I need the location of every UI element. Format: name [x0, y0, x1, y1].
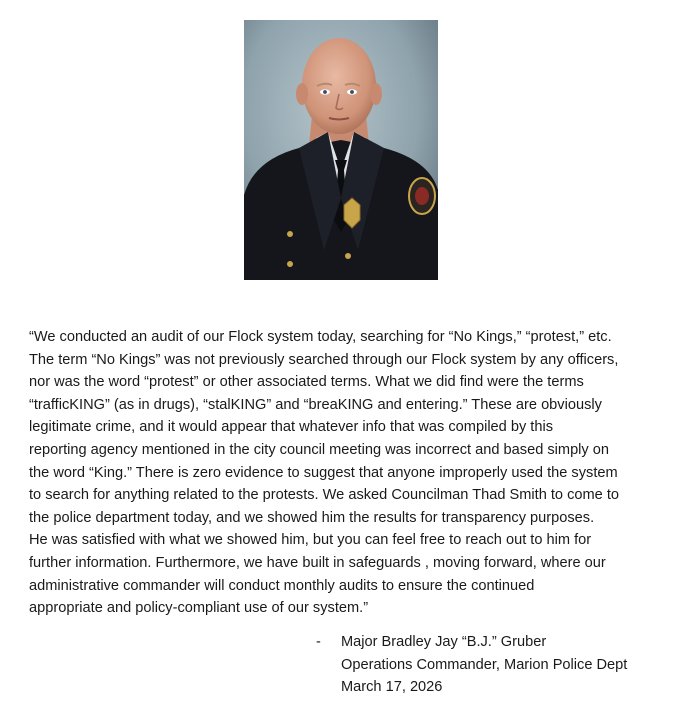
quote-line: further information. Furthermore, we have built in safeguards , moving forward, where our	[29, 554, 606, 571]
attribution-dash: -	[316, 634, 321, 650]
quote-line: the police department today, and we showed him the results for transparency purposes.	[29, 509, 595, 526]
quote-line: legitimate crime, and it would appear that whatever info that was compiled by this	[29, 419, 554, 436]
author-name: Major Bradley Jay “B.J.” Gruber	[341, 634, 547, 650]
quote-line: nor was the word “protest” or other associated terms. What we did find were the terms	[29, 374, 584, 391]
quote-line: administrative commander will conduct monthly audits to ensure the continued	[29, 577, 535, 594]
author-title: Operations Commander, Marion Police Dept	[341, 656, 628, 673]
quote-line: appropriate and policy-compliant use of our system.”	[29, 600, 369, 617]
quote-line: the word “King.” There is zero evidence to suggest that anyone improperly used the system	[29, 464, 618, 481]
statement-date: March 17, 2026	[341, 679, 443, 696]
officer-portrait-photo	[244, 20, 438, 280]
quote-line: reporting agency mentioned in the city council meeting was incorrect and based simply on	[29, 441, 610, 458]
quote-line: to search for anything related to the protests. We asked Councilman Thad Smith to come to	[29, 487, 620, 504]
statement-quote	[29, 326, 669, 620]
quote-line: The term “No Kings” was not previously searched through our Flock system by any officers,	[29, 351, 619, 368]
quote-line: “trafficKING” (as in drugs), “stalKING” and “breaKING and entering.” These are obviously	[29, 396, 602, 413]
quote-line: He was satisfied with what we showed him, but you can feel free to reach out to him for	[29, 532, 592, 549]
quote-line: “We conducted an audit of our Flock system today, searching for “No Kings,” “protest,” etc.	[29, 329, 612, 345]
